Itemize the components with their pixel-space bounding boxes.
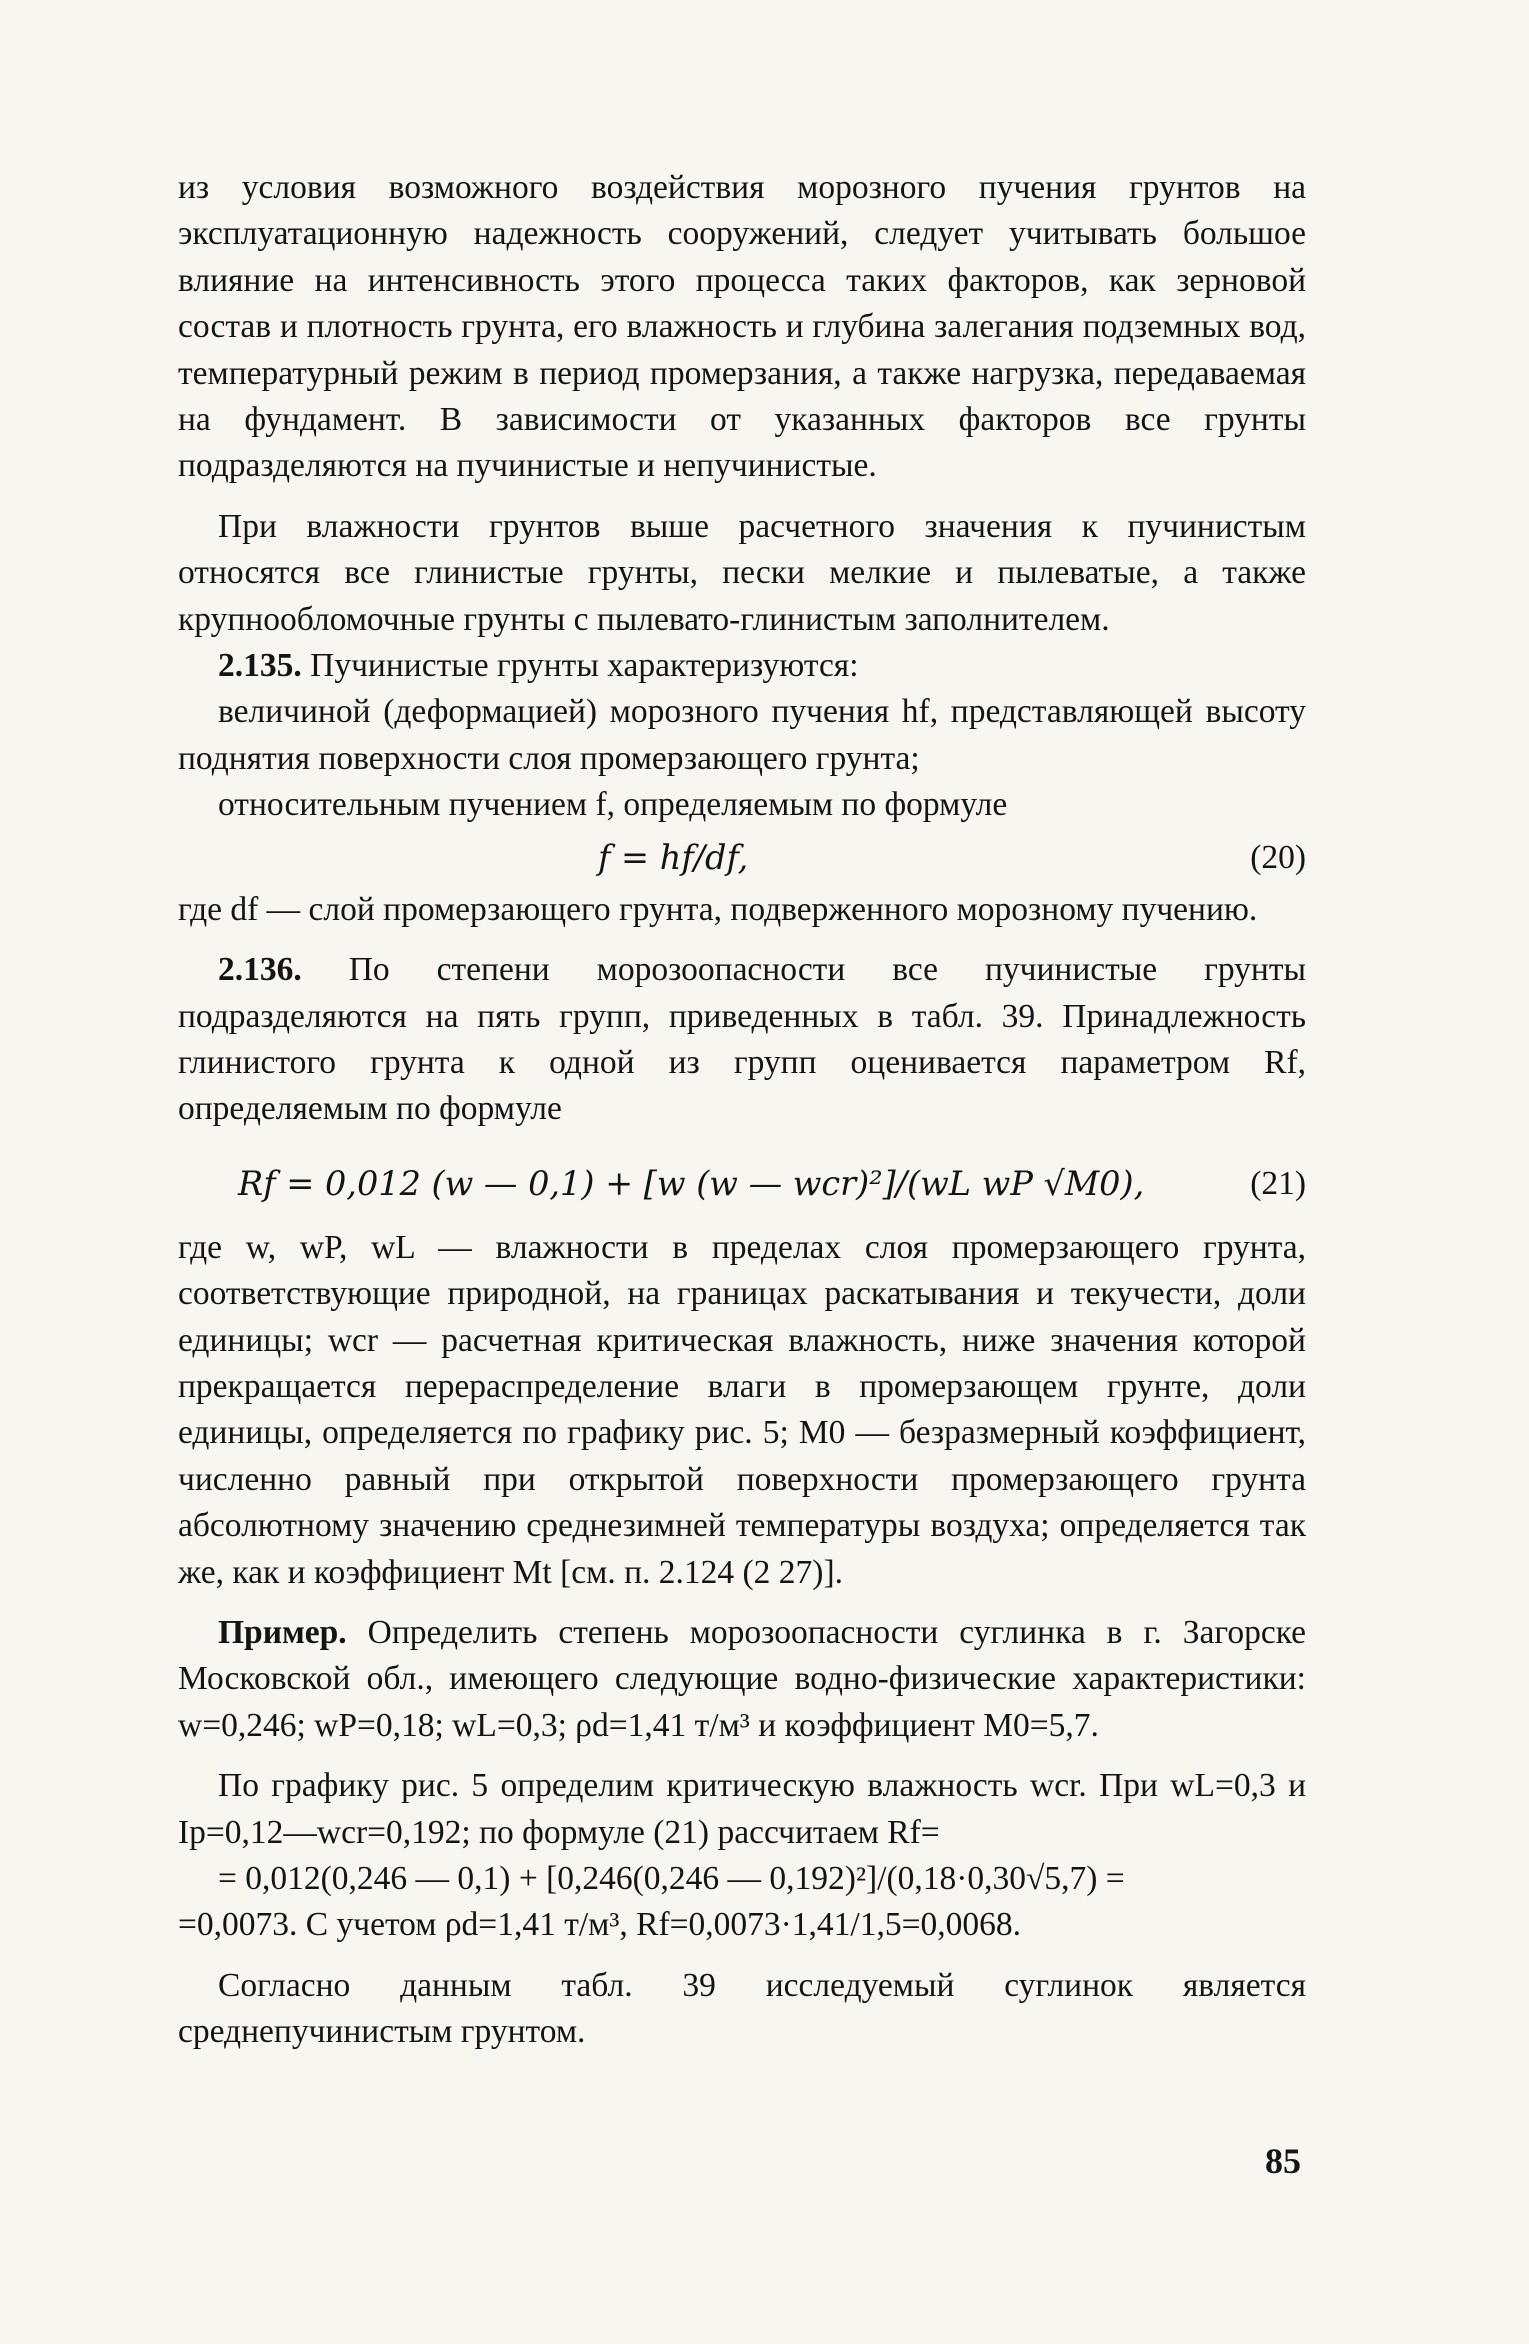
page-body bbox=[178, 165, 1306, 2056]
paragraph-calculation-intro: По графику рис. 5 определим критическую влажность wcr. При wL=0,3 и Ip=0,12—wcr=0,192; по формуле (21) рассчитаем Rf= bbox=[178, 1767, 1306, 1851]
formula-20 bbox=[178, 833, 1306, 885]
section-2-136 bbox=[178, 947, 1306, 1133]
formula-20-number: (20) bbox=[1250, 838, 1306, 876]
paragraph-heaving-soils: При влажности грунтов выше расчетного значения к пучинистым относятся все глинистые грунты, пески мелкие и пылеватые, а также крупнообломочные грунты с пылевато-глинистым заполнителем. bbox=[178, 507, 1306, 638]
section-text: Пучинистые грунты характеризуются: bbox=[310, 647, 859, 685]
example-text: Определить степень морозоопасности суглинка в г. Загорске Московской обл., имеющего следующие водно-физические характеристики: w=0,246; wP=0,18; wL=0,3; ρd=1,41 т/м³ и коэффициент M0=5,7. bbox=[178, 1613, 1306, 1744]
example-label: Пример. bbox=[218, 1613, 347, 1651]
calculation-line-1: = 0,012(0,246 — 0,1) + [0,246(0,246 — 0,192)²]/(0,18·0,30√5,7) = bbox=[218, 1860, 1125, 1897]
section-number: 2.135. bbox=[218, 647, 302, 685]
section-2-135 bbox=[178, 643, 1306, 689]
formula-21-number: (21) bbox=[1250, 1164, 1306, 1202]
formula-21 bbox=[178, 1151, 1306, 1223]
formula-21-expression: Rf = 0,012 (w — 0,1) + [w (w — wcr)²]/(wL wP √M0), bbox=[238, 1163, 1145, 1203]
paragraph-variable-definitions: где w, wP, wL — влажности в пределах слоя промерзающего грунта, соответствующие природной, на границах раскатывания и текучести, доли единицы; wcr — расчетная критическая влажность, ниже значения которой прекращается перераспределение влаги в промерзающем грунте, доли единицы, определяется по графику рис. 5; M0 — безразмерный коэффициент, численно равный при открытой поверхности промерзающего грунта абсолютному значению среднезимней температуры воздуха; определяется так же, как и коэффициент Mt [см. п. 2.124 (2 27)]. bbox=[178, 1228, 1306, 1591]
page-number: 85 bbox=[1265, 2141, 1301, 2181]
paragraph-df-definition: где df — слой промерзающего грунта, подверженного морозному пучению. bbox=[178, 890, 1258, 928]
paragraph-relative-heave: относительным пучением f, определяемым по формуле bbox=[218, 786, 1008, 824]
section-text: По степени морозоопасности все пучинистые грунты подразделяются на пять групп, приведенных в табл. 39. Принадлежность глинистого грунта к одной из групп оценивается параметром Rf, определяемым по формуле bbox=[178, 951, 1307, 1128]
calculation-line-2: =0,0073. С учетом ρd=1,41 т/м³, Rf=0,0073·1,41/1,5=0,0068. bbox=[178, 1906, 1022, 1944]
formula-20-expression: f = hf/df, bbox=[598, 837, 749, 877]
paragraph-example bbox=[178, 1610, 1306, 1749]
paragraph-intro: из условия возможного воздействия морозного пучения грунтов на эксплуатационную надежность сооружений, следует учитывать большое влияние на интенсивность этого процесса таких факторов, как зерновой состав и плотность грунта, его влажность и глубина залегания подземных вод, температурный режим в период промерзания, а также нагрузка, передаваемая на фундамент. В зависимости от указанных факторов все грунты подразделяются на пучинистые и непучинистые. bbox=[178, 169, 1306, 485]
calculation-block bbox=[178, 1856, 1306, 1949]
section-number: 2.136. bbox=[218, 951, 302, 989]
paragraph-conclusion: Согласно данным табл. 39 исследуемый суглинок является среднепучинистым грунтом. bbox=[178, 1966, 1306, 2051]
paragraph-heave-magnitude: величиной (деформацией) морозного пучения hf, представляющей высоту поднятия поверхности слоя промерзающего грунта; bbox=[178, 693, 1306, 777]
